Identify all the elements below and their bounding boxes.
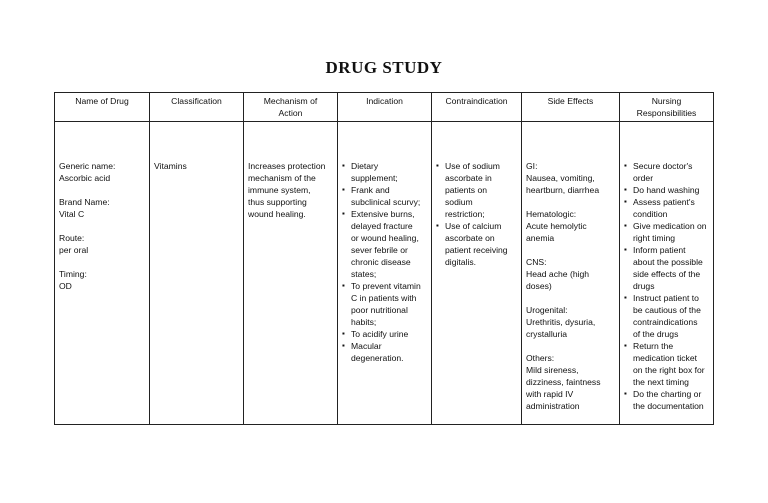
list-item: ▪ Inform patient about the possible side effects of the drugs: [624, 244, 709, 292]
side-effect-gi-label: GI:: [526, 161, 538, 171]
header-nursing-line1: Nursing: [651, 96, 682, 106]
list-item: ▪ Give medication on right timing: [624, 220, 709, 244]
list-item: ▪ Use of sodium ascorbate in patients on sodium restriction;: [436, 160, 517, 220]
generic-name-value: Ascorbic acid: [59, 173, 111, 183]
mechanism-line: wound healing.: [248, 209, 306, 219]
cell-nursing: [620, 122, 714, 425]
side-effect-others: Mild sireness, dizziness, faintness with rapid IV administration: [526, 365, 601, 411]
list-item: ▪ Dietary supplement;: [342, 160, 427, 184]
list-item: ▪ Frank and subclinical scurvy;: [342, 184, 427, 208]
side-effect-uro-label: Urogenital:: [526, 305, 568, 315]
drug-study-table: [54, 92, 714, 425]
header-mechanism-line1: Mechanism of: [263, 96, 318, 106]
side-effect-uro: Urethritis, dysuria, crystalluria: [526, 317, 596, 339]
header-side-effects: Side Effects: [522, 93, 620, 122]
mechanism-line: immune system,: [248, 185, 311, 195]
cell-indication: [338, 122, 432, 425]
header-nursing-line2: Responsibilities: [636, 108, 697, 118]
list-item: ▪ Do the charting or the documentation: [624, 388, 709, 412]
list-item: ▪ Extensive burns, delayed fracture or wound healing, sever febrile or chronic disease states;: [342, 208, 427, 280]
list-item: ▪ Instruct patient to be cautious of the contraindications of the drugs: [624, 292, 709, 340]
header-nursing: [620, 93, 714, 122]
contraindication-list: [436, 160, 517, 268]
brand-name-value: Vital C: [59, 209, 85, 219]
nursing-list: [624, 160, 709, 412]
route-label: Route:: [59, 233, 85, 243]
header-mechanism-line2: Action: [278, 108, 303, 118]
header-indication: Indication: [338, 93, 432, 122]
header-contraindication: Contraindication: [432, 93, 522, 122]
cell-mechanism: [244, 122, 338, 425]
mechanism-line: thus supporting: [248, 197, 307, 207]
route-value: per oral: [59, 245, 89, 255]
generic-name-label: Generic name:: [59, 161, 116, 171]
header-mechanism: [244, 93, 338, 122]
side-effect-cns-label: CNS:: [526, 257, 547, 267]
cell-classification: [150, 122, 244, 425]
cell-contraindication: [432, 122, 522, 425]
mechanism-line: Increases protection: [248, 161, 326, 171]
cell-name-of-drug: [55, 122, 150, 425]
classification-value: Vitamins: [154, 161, 187, 171]
brand-name-label: Brand Name:: [59, 197, 110, 207]
list-item: ▪ Assess patient's condition: [624, 196, 709, 220]
cell-side-effects: [522, 122, 620, 425]
header-row: [55, 93, 714, 122]
timing-label: Timing:: [59, 269, 87, 279]
list-item: ▪ Do hand washing: [624, 184, 709, 196]
header-classification: Classification: [150, 93, 244, 122]
list-item: ▪ To acidify urine: [342, 328, 427, 340]
side-effect-hema: Acute hemolytic anemia: [526, 221, 587, 243]
side-effect-hema-label: Hematologic:: [526, 209, 577, 219]
side-effect-others-label: Others:: [526, 353, 555, 363]
drug-row: [55, 122, 714, 425]
list-item: ▪ Macular degeneration.: [342, 340, 427, 364]
list-item: ▪ Use of calcium ascorbate on patient receiving digitalis.: [436, 220, 517, 268]
side-effect-cns: Head ache (high doses): [526, 269, 590, 291]
list-item: ▪ To prevent vitamin C in patients with poor nutritional habits;: [342, 280, 427, 328]
timing-value: OD: [59, 281, 72, 291]
side-effect-gi: Nausea, vomiting, heartburn, diarrhea: [526, 173, 600, 195]
page-title: DRUG STUDY: [325, 58, 443, 77]
list-item: ▪ Return the medication ticket on the right box for the next timing: [624, 340, 709, 388]
header-name-of-drug: Name of Drug: [55, 93, 150, 122]
mechanism-line: mechanism of the: [248, 173, 316, 183]
indication-list: [342, 160, 427, 364]
list-item: ▪ Secure doctor's order: [624, 160, 709, 184]
